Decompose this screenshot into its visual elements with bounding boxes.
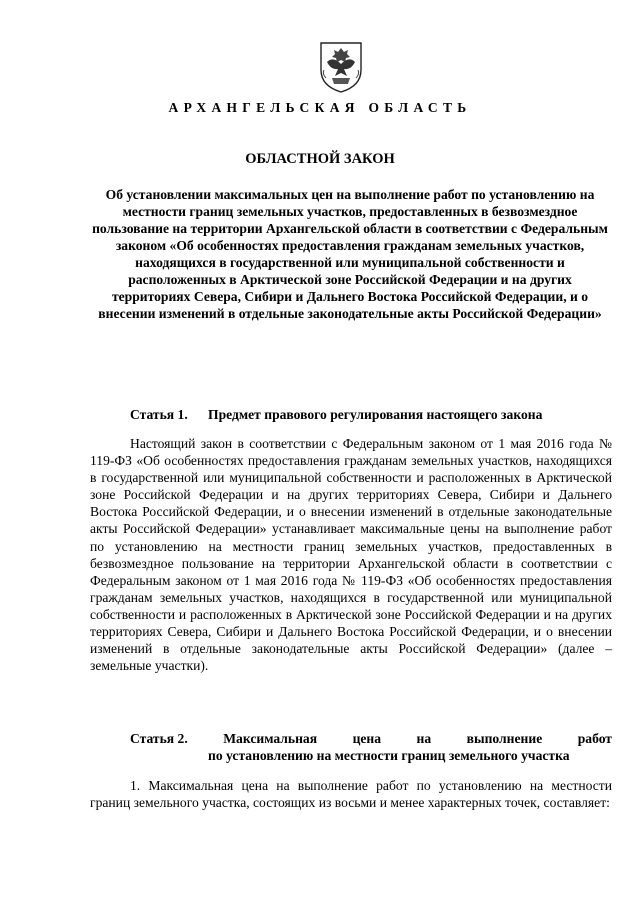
article-2-title-word: Максимальная: [223, 731, 318, 746]
article-2-title-word: на: [416, 731, 432, 746]
article-1-heading: [130, 406, 542, 423]
article-2-title-word: работ: [577, 731, 612, 746]
article-1-text: Настоящий закон в соответствии с Федеральным законом от 1 мая 2016 года № 119-ФЗ «Об особенностях предоставления гражданам земельных участков, находящихся в государственной или муниципальной собственности и расположенных в Арктической зоне Российской Федерации и на других территориях Севера, Сибири и Дальнего Востока Российской Федерации, и о внесении изменений в отдельные законодательные акты Российской Федерации» устанавливает максимальные цены на выполнение работ по установлению на местности границ земельных участков, предоставленных в безвозмездное пользование на территории Архангельской области в соответствии с Федеральным законом от 1 мая 2016 года № 119-ФЗ «Об особенностях предоставления гражданам земельных участков, находящихся в государственной или муниципальной собственности и расположенных в Арктической зоне Российской Федерации и на других территориях Севера, Сибири и Дальнего Востока Российской Федерации, и о внесении изменений в отдельные законодательные акты Российской Федерации» (далее – земельные участки).: [90, 436, 612, 674]
article-1-title: Предмет правового регулирования настоящего закона: [208, 407, 543, 422]
region-name: АРХАНГЕЛЬСКАЯ ОБЛАСТЬ: [168, 100, 472, 115]
article-1-number: Статья 1.: [130, 407, 188, 422]
law-title: Об установлении максимальных цен на выполнение работ по установлению на местности границ земельных участков, предоставленных в безвозмездное пользование на территории Архангельской области в соответствии с Федеральным законом «Об особенностях предоставления гражданам земельных участков, находящихся в государственной или муниципальной собственности и расположенных в Арктической зоне Российской Федерации и на других территориях Севера, Сибири и Дальнего Востока Российской Федерации, и о внесении изменений в отдельные законодательные акты Российской Федерации»: [92, 187, 608, 321]
article-2-heading: [130, 730, 612, 764]
article-2-text: 1. Максимальная цена на выполнение работ по установлению на местности границ земельного участка, состоящих из восьми и менее характерных точек, составляет:: [90, 778, 612, 811]
document-type: ОБЛАСТНОЙ ЗАКОН: [245, 151, 395, 167]
article-2-title-word: выполнение: [466, 731, 543, 746]
article-2-number: Статья 2.: [130, 731, 188, 746]
coat-of-arms-icon: [318, 40, 364, 94]
article-2-title-word: цена: [352, 731, 382, 746]
article-2-title-line2: по установлению на местности границ земельного участка: [208, 748, 570, 763]
